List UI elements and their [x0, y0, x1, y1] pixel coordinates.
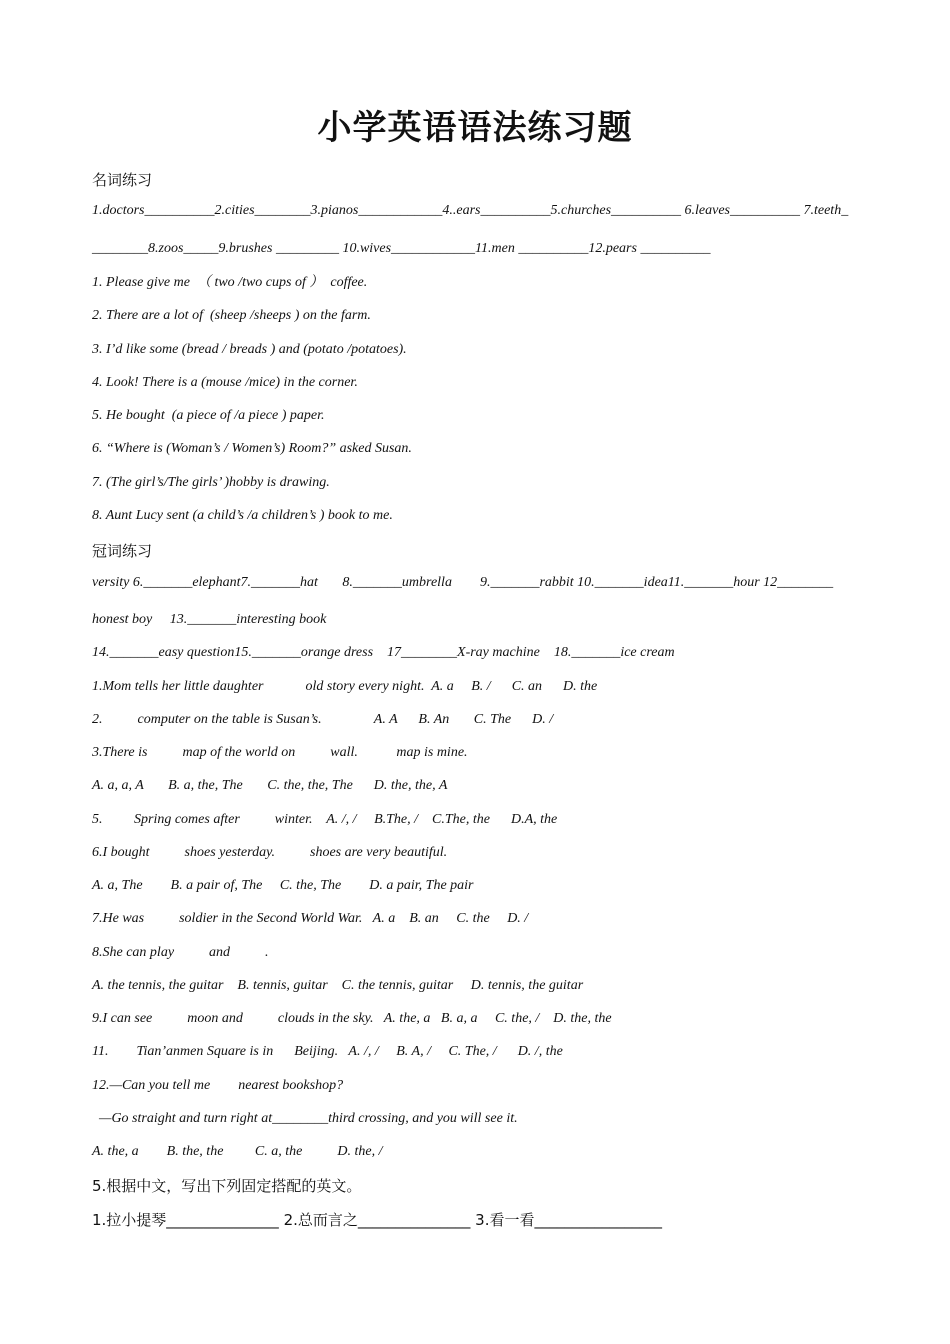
article-fill-line: versity 6._______elephant7._______hat 8._______umbrella 9._______rabbit 10._______idea11._______hour 12________	[92, 575, 834, 590]
phrase-fill-line: 1.拉小提琴_______________ 2.总而言之_______________ 3.看一看_________________	[92, 1211, 662, 1229]
noun-question: 5. He bought (a piece of /a piece ) paper.	[92, 408, 325, 423]
article-question: A. a, a, A B. a, the, The C. the, the, The D. the, the, A	[92, 778, 448, 793]
noun-plurals-line-2: ________8.zoos_____9.brushes _________ 10.wives____________11.men __________12.pears __________	[92, 241, 711, 256]
noun-question: 8. Aunt Lucy sent (a child’s /a children’s ) book to me.	[92, 508, 393, 523]
article-question: 3.There is map of the world on wall. map is mine.	[92, 745, 468, 760]
noun-question: 2. There are a lot of (sheep /sheeps ) on the farm.	[92, 308, 371, 323]
noun-question: 7. (The girl’s/The girls’ )hobby is drawing.	[92, 475, 330, 490]
article-question: —Go straight and turn right at________third crossing, and you will see it.	[92, 1111, 518, 1126]
article-question: 1.Mom tells her little daughter old story every night. A. a B. / C. an D. the	[92, 679, 598, 694]
article-question: 7.He was soldier in the Second World War. A. a B. an C. the D. /	[92, 911, 529, 926]
noun-question: 6. “Where is (Woman’s / Women’s) Room?” asked Susan.	[92, 441, 412, 456]
article-question: 12.—Can you tell me nearest bookshop?	[92, 1078, 344, 1093]
article-question: 6.I bought shoes yesterday. shoes are very beautiful.	[92, 845, 448, 860]
noun-question: 3. I’d like some (bread / breads ) and (potato /potatoes).	[92, 342, 407, 357]
article-question: 11. Tian’anmen Square is in Beijing. A. /, / B. A, / C. The, / D. /, the	[92, 1044, 563, 1059]
article-question: A. the tennis, the guitar B. tennis, guitar C. the tennis, guitar D. tennis, the guitar	[92, 978, 584, 993]
noun-question: 1. Please give me （ two /two cups of ） coffee.	[92, 275, 368, 290]
article-question: 5. Spring comes after winter. A. /, / B.The, / C.The, the D.A, the	[92, 812, 558, 827]
article-question: 2. computer on the table is Susan’s. A. A B. An C. The D. /	[92, 712, 554, 727]
page-title: 小学英语语法练习题	[317, 108, 633, 148]
article-question: 9.I can see moon and clouds in the sky. A. the, a B. a, a C. the, / D. the, the	[92, 1011, 612, 1026]
noun-section-heading: 名词练习	[92, 171, 153, 189]
article-question: A. the, a B. the, the C. a, the D. the, /	[92, 1144, 383, 1159]
article-question: 8.She can play and .	[92, 945, 269, 960]
article-section-heading: 冠词练习	[92, 542, 153, 560]
noun-plurals-line-1: 1.doctors__________2.cities________3.pianos____________4..ears__________5.churches__________ 6.leaves__________ 7.teeth_	[92, 203, 849, 218]
article-fill-line: honest boy 13._______interesting book	[92, 612, 327, 627]
phrase-section-heading: 5.根据中文，写出下列固定搭配的英文。	[92, 1177, 362, 1195]
article-question: A. a, The B. a pair of, The C. the, The D. a pair, The pair	[92, 878, 474, 893]
noun-question: 4. Look! There is a (mouse /mice) in the corner.	[92, 375, 358, 390]
article-fill-line: 14._______easy question15._______orange dress 17________X-ray machine 18._______ice cream	[92, 645, 675, 660]
